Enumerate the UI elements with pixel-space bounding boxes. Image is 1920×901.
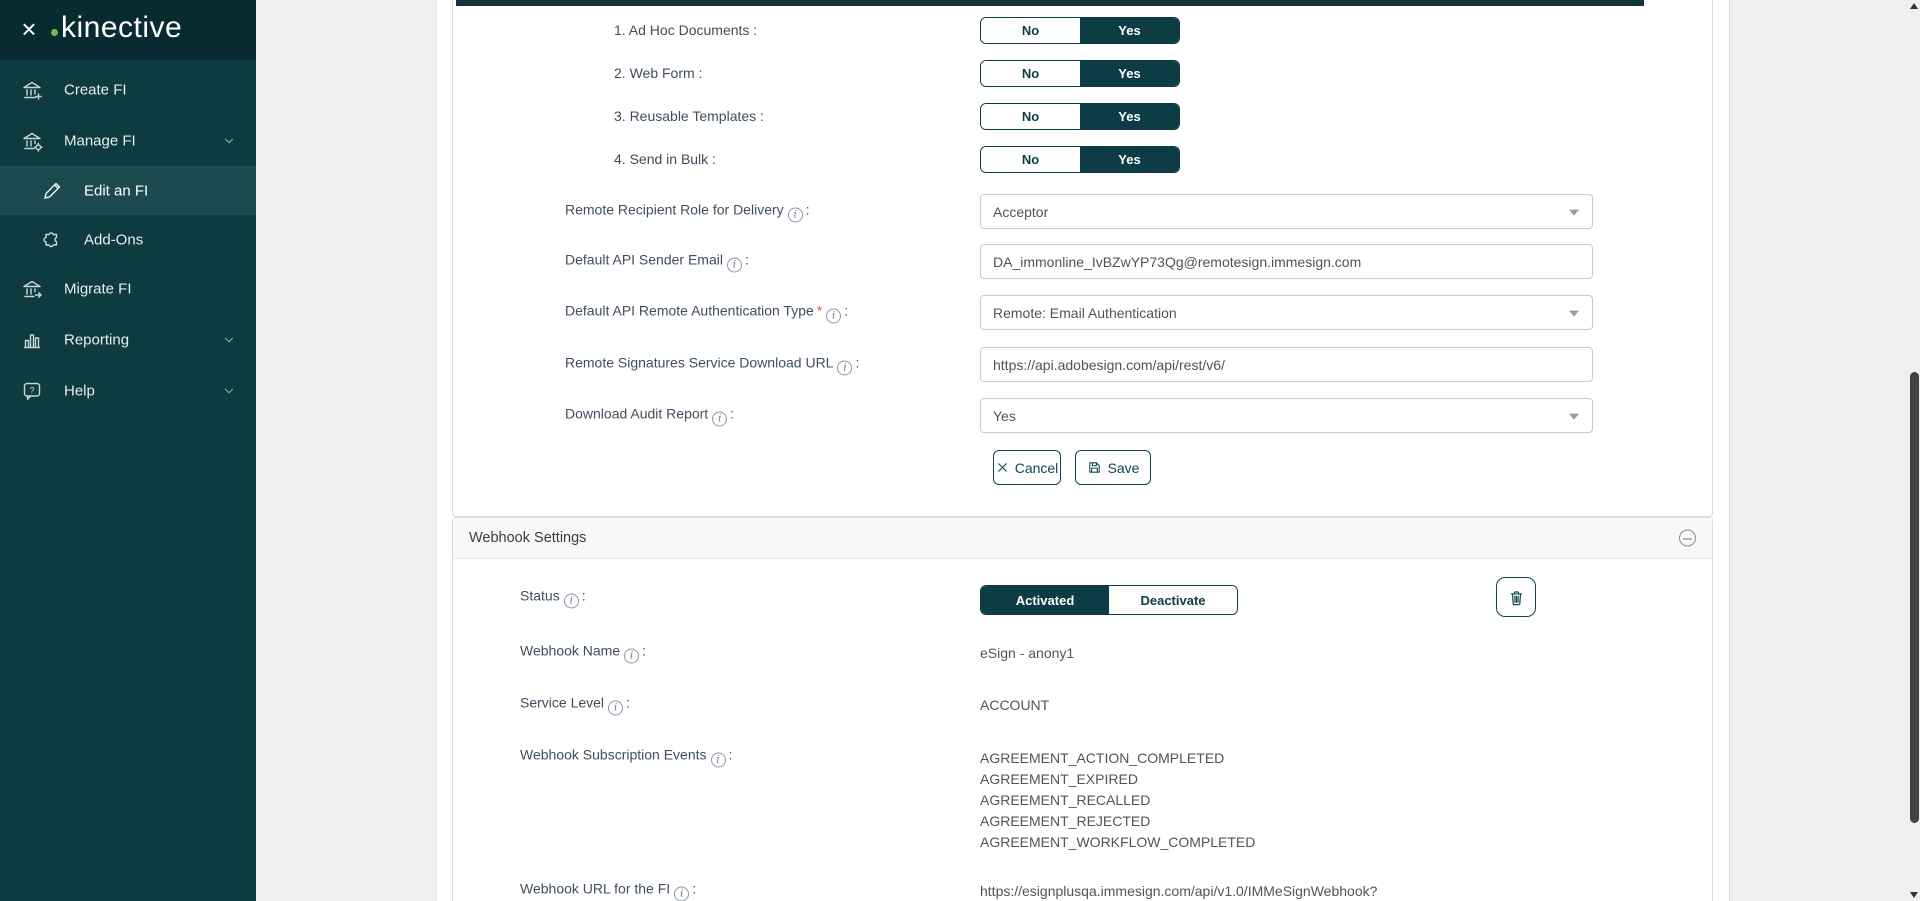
- info-icon[interactable]: i: [826, 309, 841, 324]
- field-label-webhook-name: Webhook Name i :: [520, 642, 647, 662]
- sidebar: [0, 0, 256, 901]
- bank-arrow-icon: [20, 277, 44, 301]
- status-toggle: [980, 585, 1238, 615]
- field-label-remote-signatures-download-url: Remote Signatures Service Download URL i :: [565, 354, 860, 374]
- event-item: AGREEMENT_EXPIRED: [980, 771, 1138, 787]
- webhook-name-value: eSign - anony1: [980, 645, 1075, 661]
- field-label-status: Status i :: [520, 587, 586, 607]
- toggle-yes-option[interactable]: Yes: [1080, 61, 1179, 86]
- x-icon: [996, 461, 1009, 474]
- remote-signatures-download-url-input[interactable]: [980, 347, 1593, 382]
- caret-down-icon: [1569, 209, 1579, 215]
- section-title: Webhook Settings: [469, 530, 587, 546]
- event-item: AGREEMENT_RECALLED: [980, 792, 1151, 808]
- field-label-remote-recipient-role: Remote Recipient Role for Delivery i :: [565, 201, 810, 221]
- default-api-sender-email-input[interactable]: [980, 244, 1593, 279]
- app-logo: kinective: [61, 11, 183, 44]
- field-label-webhook-subscription-events: Webhook Subscription Events i :: [520, 746, 733, 766]
- remote-recipient-role-select[interactable]: [980, 194, 1593, 229]
- toggle-deactivate-option[interactable]: Deactivate: [1109, 586, 1237, 614]
- toggle-ad-hoc-documents: [980, 17, 1180, 44]
- toggle-yes-option[interactable]: Yes: [1080, 18, 1179, 43]
- chevron-down-icon: [222, 384, 236, 398]
- toggle-no-option[interactable]: No: [981, 104, 1080, 129]
- help-bubble-icon: [20, 379, 44, 403]
- scrollbar-thumb[interactable]: [1910, 372, 1919, 823]
- delete-webhook-button[interactable]: [1496, 577, 1536, 617]
- svg-text:?: ?: [29, 384, 35, 396]
- toggle-yes-option[interactable]: Yes: [1080, 104, 1179, 129]
- selected-value: Yes: [993, 407, 1016, 424]
- toggle-reusable-templates: [980, 103, 1180, 130]
- scroll-down-arrow-icon[interactable]: [1910, 892, 1918, 898]
- toggle-no-option[interactable]: No: [981, 61, 1080, 86]
- vertical-scrollbar: [1908, 0, 1920, 901]
- field-label-service-level: Service Level i :: [520, 694, 630, 714]
- info-icon[interactable]: i: [788, 208, 803, 223]
- sidebar-item-label: Manage FI: [64, 132, 136, 149]
- info-icon[interactable]: i: [727, 258, 742, 273]
- sidebar-item-label: Edit an FI: [84, 182, 149, 199]
- save-disk-icon: [1087, 460, 1102, 475]
- bar-chart-icon: [20, 328, 44, 352]
- toggle-web-form: [980, 60, 1180, 87]
- info-icon[interactable]: i: [837, 361, 852, 376]
- puzzle-icon: [40, 228, 64, 252]
- sidebar-item-reporting[interactable]: [0, 315, 256, 364]
- webhook-url-value: https://esignplusqa.immesign.com/api/v1.0/IMMeSignWebhook?: [980, 883, 1378, 899]
- info-icon[interactable]: i: [624, 649, 639, 664]
- bank-plus-icon: [20, 78, 44, 102]
- sidebar-item-label: Create FI: [64, 81, 127, 98]
- bank-gear-icon: [20, 129, 44, 153]
- save-button[interactable]: Save: [1075, 450, 1151, 485]
- sidebar-item-migrate-fi[interactable]: [0, 264, 256, 313]
- sidebar-item-label: Help: [64, 382, 95, 399]
- default-api-remote-auth-type-select[interactable]: [980, 295, 1593, 330]
- field-label-default-api-sender-email: Default API Sender Email i :: [565, 251, 749, 271]
- service-level-value: ACCOUNT: [980, 697, 1050, 713]
- sidebar-item-label: Migrate FI: [64, 280, 132, 297]
- field-label-ad-hoc-documents: 1. Ad Hoc Documents :: [614, 22, 758, 38]
- selected-value: Acceptor: [993, 203, 1049, 220]
- sidebar-item-manage-fi[interactable]: [0, 116, 256, 165]
- close-icon[interactable]: ×: [21, 14, 37, 44]
- field-label-default-api-remote-auth-type: Default API Remote Authentication Type * i :: [565, 302, 849, 322]
- required-asterisk: *: [816, 302, 823, 319]
- selected-value: Remote: Email Authentication: [993, 304, 1177, 321]
- sidebar-header: [0, 0, 256, 60]
- info-icon[interactable]: i: [564, 594, 579, 609]
- caret-down-icon: [1569, 413, 1579, 419]
- webhook-subscription-events-list: [980, 748, 1255, 853]
- toggle-no-option[interactable]: No: [981, 18, 1080, 43]
- info-icon[interactable]: i: [712, 412, 727, 427]
- scroll-up-arrow-icon[interactable]: [1910, 3, 1918, 9]
- pencil-icon: [40, 179, 64, 203]
- caret-down-icon: [1569, 310, 1579, 316]
- chevron-down-icon: [222, 134, 236, 148]
- sidebar-item-create-fi[interactable]: [0, 65, 256, 114]
- info-icon[interactable]: i: [674, 887, 689, 901]
- sidebar-item-add-ons[interactable]: [0, 215, 256, 264]
- toggle-send-in-bulk: [980, 146, 1180, 173]
- field-label-reusable-templates: 3. Reusable Templates :: [614, 108, 764, 124]
- field-label-send-in-bulk: 4. Send in Bulk :: [614, 151, 716, 167]
- collapse-minus-icon[interactable]: [1679, 530, 1696, 547]
- event-item: AGREEMENT_ACTION_COMPLETED: [980, 750, 1225, 766]
- field-label-download-audit-report: Download Audit Report i :: [565, 405, 735, 425]
- logo-dot: [51, 29, 58, 36]
- toggle-yes-option[interactable]: Yes: [1080, 147, 1179, 172]
- sidebar-item-label: Reporting: [64, 331, 130, 348]
- event-item: AGREEMENT_WORKFLOW_COMPLETED: [980, 834, 1256, 850]
- webhook-settings-header: [453, 518, 1712, 559]
- trash-icon: [1507, 588, 1526, 607]
- toggle-no-option[interactable]: No: [981, 147, 1080, 172]
- info-icon[interactable]: i: [608, 701, 623, 716]
- sidebar-item-edit-an-fi[interactable]: [0, 166, 256, 215]
- section-top-bar: [456, 0, 1644, 6]
- toggle-activated-option[interactable]: Activated: [981, 586, 1109, 614]
- cancel-button[interactable]: Cancel: [993, 450, 1061, 485]
- chevron-down-icon: [222, 333, 236, 347]
- info-icon[interactable]: i: [711, 753, 726, 768]
- download-audit-report-select[interactable]: [980, 398, 1593, 433]
- field-label-web-form: 2. Web Form :: [614, 65, 703, 81]
- sidebar-item-help[interactable]: [0, 366, 256, 415]
- sidebar-item-label: Add-Ons: [84, 231, 144, 248]
- field-label-webhook-url-for-the-fi: Webhook URL for the FI i :: [520, 880, 697, 900]
- event-item: AGREEMENT_REJECTED: [980, 813, 1151, 829]
